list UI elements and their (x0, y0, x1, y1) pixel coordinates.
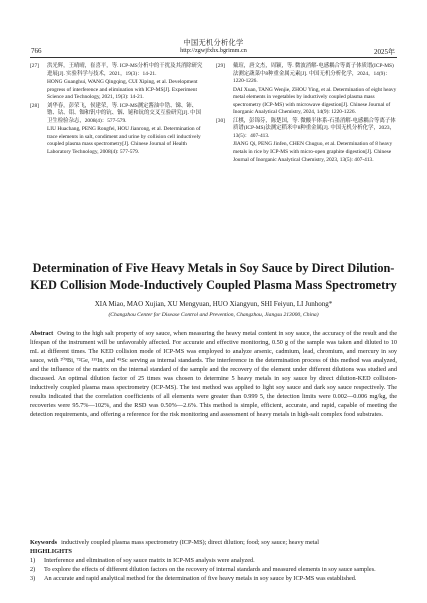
reference-text: 洪光辉，王晴晴，崔喜平，等. ICP-MS分析中的干扰及其消除研究进展[J]. 实验科学与技术，2021，19(3)：14-21. (47, 63, 203, 77)
article-title: Determination of Five Heavy Metals in Soy Sauce by Direct Dilution-KED Collision Mode-Inductively Coupled Plasma Mass Spectrometry (30, 261, 397, 292)
reference-text: 戴瑄，唐文杰，周颖，等. 微波消解-电感耦合等离子体质谱(ICP-MS)法测定蔬菜中8种重金属元素[J]. 中国无机分析化学，2024，14(9)：1220-1226. (233, 63, 394, 85)
keywords-label: Keywords (30, 539, 58, 546)
reference-number: [29] (216, 63, 225, 69)
journal-name: 中国无机分析化学 (183, 39, 244, 47)
reference-number: [28] (30, 102, 39, 109)
abstract-text: Owing to the high salt property of soy sauce, when measuring the heavy metal content in soy sauce, the accuracy of the result and the lifespan of the instrument will be unfavorably affected. For accurate and effective monitoring, 0.50 g of the sample was taken and diluted to 10 mL at different times. The KED collision mode of ICP-MS was employed to analyze arsenic, cadmium, lead, chromium, and mercury in soy sauce, with ²⁰⁹Bi, ⁷²Ge, ¹¹⁵In, and ⁴⁵Sc serving as internal standards. The interference in the determination process of this method was analyzed, and the influence of the matrix on the internal standard of the sample and the recovery of the element under different dilutions was studied and discussed. An optimal dilution factor of 25 times was chosen to determine 5 heavy metals in soy sauce by direct dilution-KED collision-inductively coupled plasma mass spectrometry (ICP-MS). The test method was applied to light soy sauce and dark soy sauce respectively. The results indicated that the correlation coefficients of all elements were greater than 0.999 5, the detection limits were 0.002—0.006 mg/kg, the recoveries were 95.7%—102%, and the RSD was 0.50%—2.6%. This method is simple, efficient, accurate, and rapid, capable of meeting the detection requirements, and offering a reference for the risk monitoring and assessment of heavy metals in high-salt complex food substrates. (30, 330, 397, 419)
header-divider (30, 57, 397, 58)
journal-url[interactable]: http://zgwjfxhx.bgrimm.cn (180, 47, 247, 54)
reference-entry (30, 63, 206, 78)
reference-text: JIANG Qi, PENG Jinfen, CHEN Chuguo, et al. Determination of 8 heavy metals in rice by ICP-MS with micro-open graphite digestion[J]. Chinese Journal of Inorganic Analytical Chemistry, 2023, 13(5): 407-413. (233, 141, 393, 163)
highlights-list (30, 557, 397, 584)
reference-entry (30, 79, 206, 102)
reference-entry (216, 118, 398, 141)
reference-text: LIU Huachang, PENG Rongfei, HOU Jianrong, et al. Determination of trace elements in salt, condiment and urine by collision cell inductively coupled plasma mass spectrometry[J]. Chinese Journal of Health Laboratory Technology, 2008(4): 577-579. (47, 126, 201, 156)
author-affiliation: (Changzhou Center for Disease Control and Prevention, Changzhou, Jiangsu 213000, China) (108, 312, 319, 318)
reference-text: 刘华春，彭荣飞，侯建荣，等. ICP-MS测定酱油中锆、锑、铈、镥、钴、钼、铷和钒中的钪、铟、铋和钪的交叉互验研究[J]. 中国卫生检验杂志，2008(4)：577-579. (47, 102, 201, 124)
highlight-number: 1) (30, 557, 36, 564)
highlight-item (30, 575, 397, 584)
reference-entry (216, 87, 398, 117)
keywords-section (30, 538, 397, 547)
reference-entry (30, 126, 206, 156)
author-list: XIA Miao, MAO Xujian, XU Mengyuan, HUO Xiangyun, SHI Feiyun, LI Junhong* (94, 300, 333, 308)
reference-text: 江棋，彭锦芬，陈楚国，等. 微酸半体系-石墨消解-电感耦合等离子体质谱(ICP-MS)法测定稻米中8种重金属[J]. 中国无机分析化学，2023，13(5)：407-413. (233, 117, 396, 139)
reference-text: HONG Guanghui, WANG Qingqing, CUI Xiping, et al. Development progress of interference and elimination with ICP-MS[J]. Experiment Science and Technology, 2021, 19(3): 14-21. (47, 79, 198, 101)
publication-year: 2025年 (374, 48, 395, 56)
highlight-item (30, 557, 397, 566)
highlight-text: An accurate and rapid analytical method for the determination of five heavy metals in soy sauce by ICP-MS was established. (44, 574, 357, 582)
reference-number: [30] (216, 117, 225, 124)
references-left-column (30, 63, 206, 158)
reference-entry (30, 103, 206, 126)
reference-entry (216, 63, 398, 86)
keywords-text: inductively coupled plasma mass spectrometry (ICP-MS); direct dilution; food; soy sauce; heavy metal (61, 539, 320, 546)
reference-text: DAI Xuan, TANG Wenjie, ZHOU Ying, et al. Determination of eight heavy metal elements in vegetables by inductively coupled plasma mass spectrometry (ICP-MS) with microwave digestion[J]. Chinese Journal of Inorganic Analytical Chemistry, 2024, 14(9): 1220-1226. (233, 86, 397, 116)
abstract-label: Abstract (30, 330, 54, 337)
reference-entry (216, 141, 398, 164)
highlight-item (30, 566, 397, 575)
highlight-text: To explore the effects of different dilution factors on the recovery of internal standards and measured elements in soy sauce samples. (44, 565, 376, 573)
page-number: 766 (31, 47, 42, 55)
highlight-number: 3) (30, 574, 36, 582)
highlight-number: 2) (30, 565, 36, 573)
references-right-column (216, 63, 398, 165)
abstract-section (30, 329, 397, 419)
highlights-heading: HIGHLIGHTS (30, 548, 72, 555)
reference-number: [27] (30, 63, 39, 69)
highlight-text: Interference and elimination of soy sauce matrix in ICP-MS analysis were analyzed. (44, 557, 255, 564)
